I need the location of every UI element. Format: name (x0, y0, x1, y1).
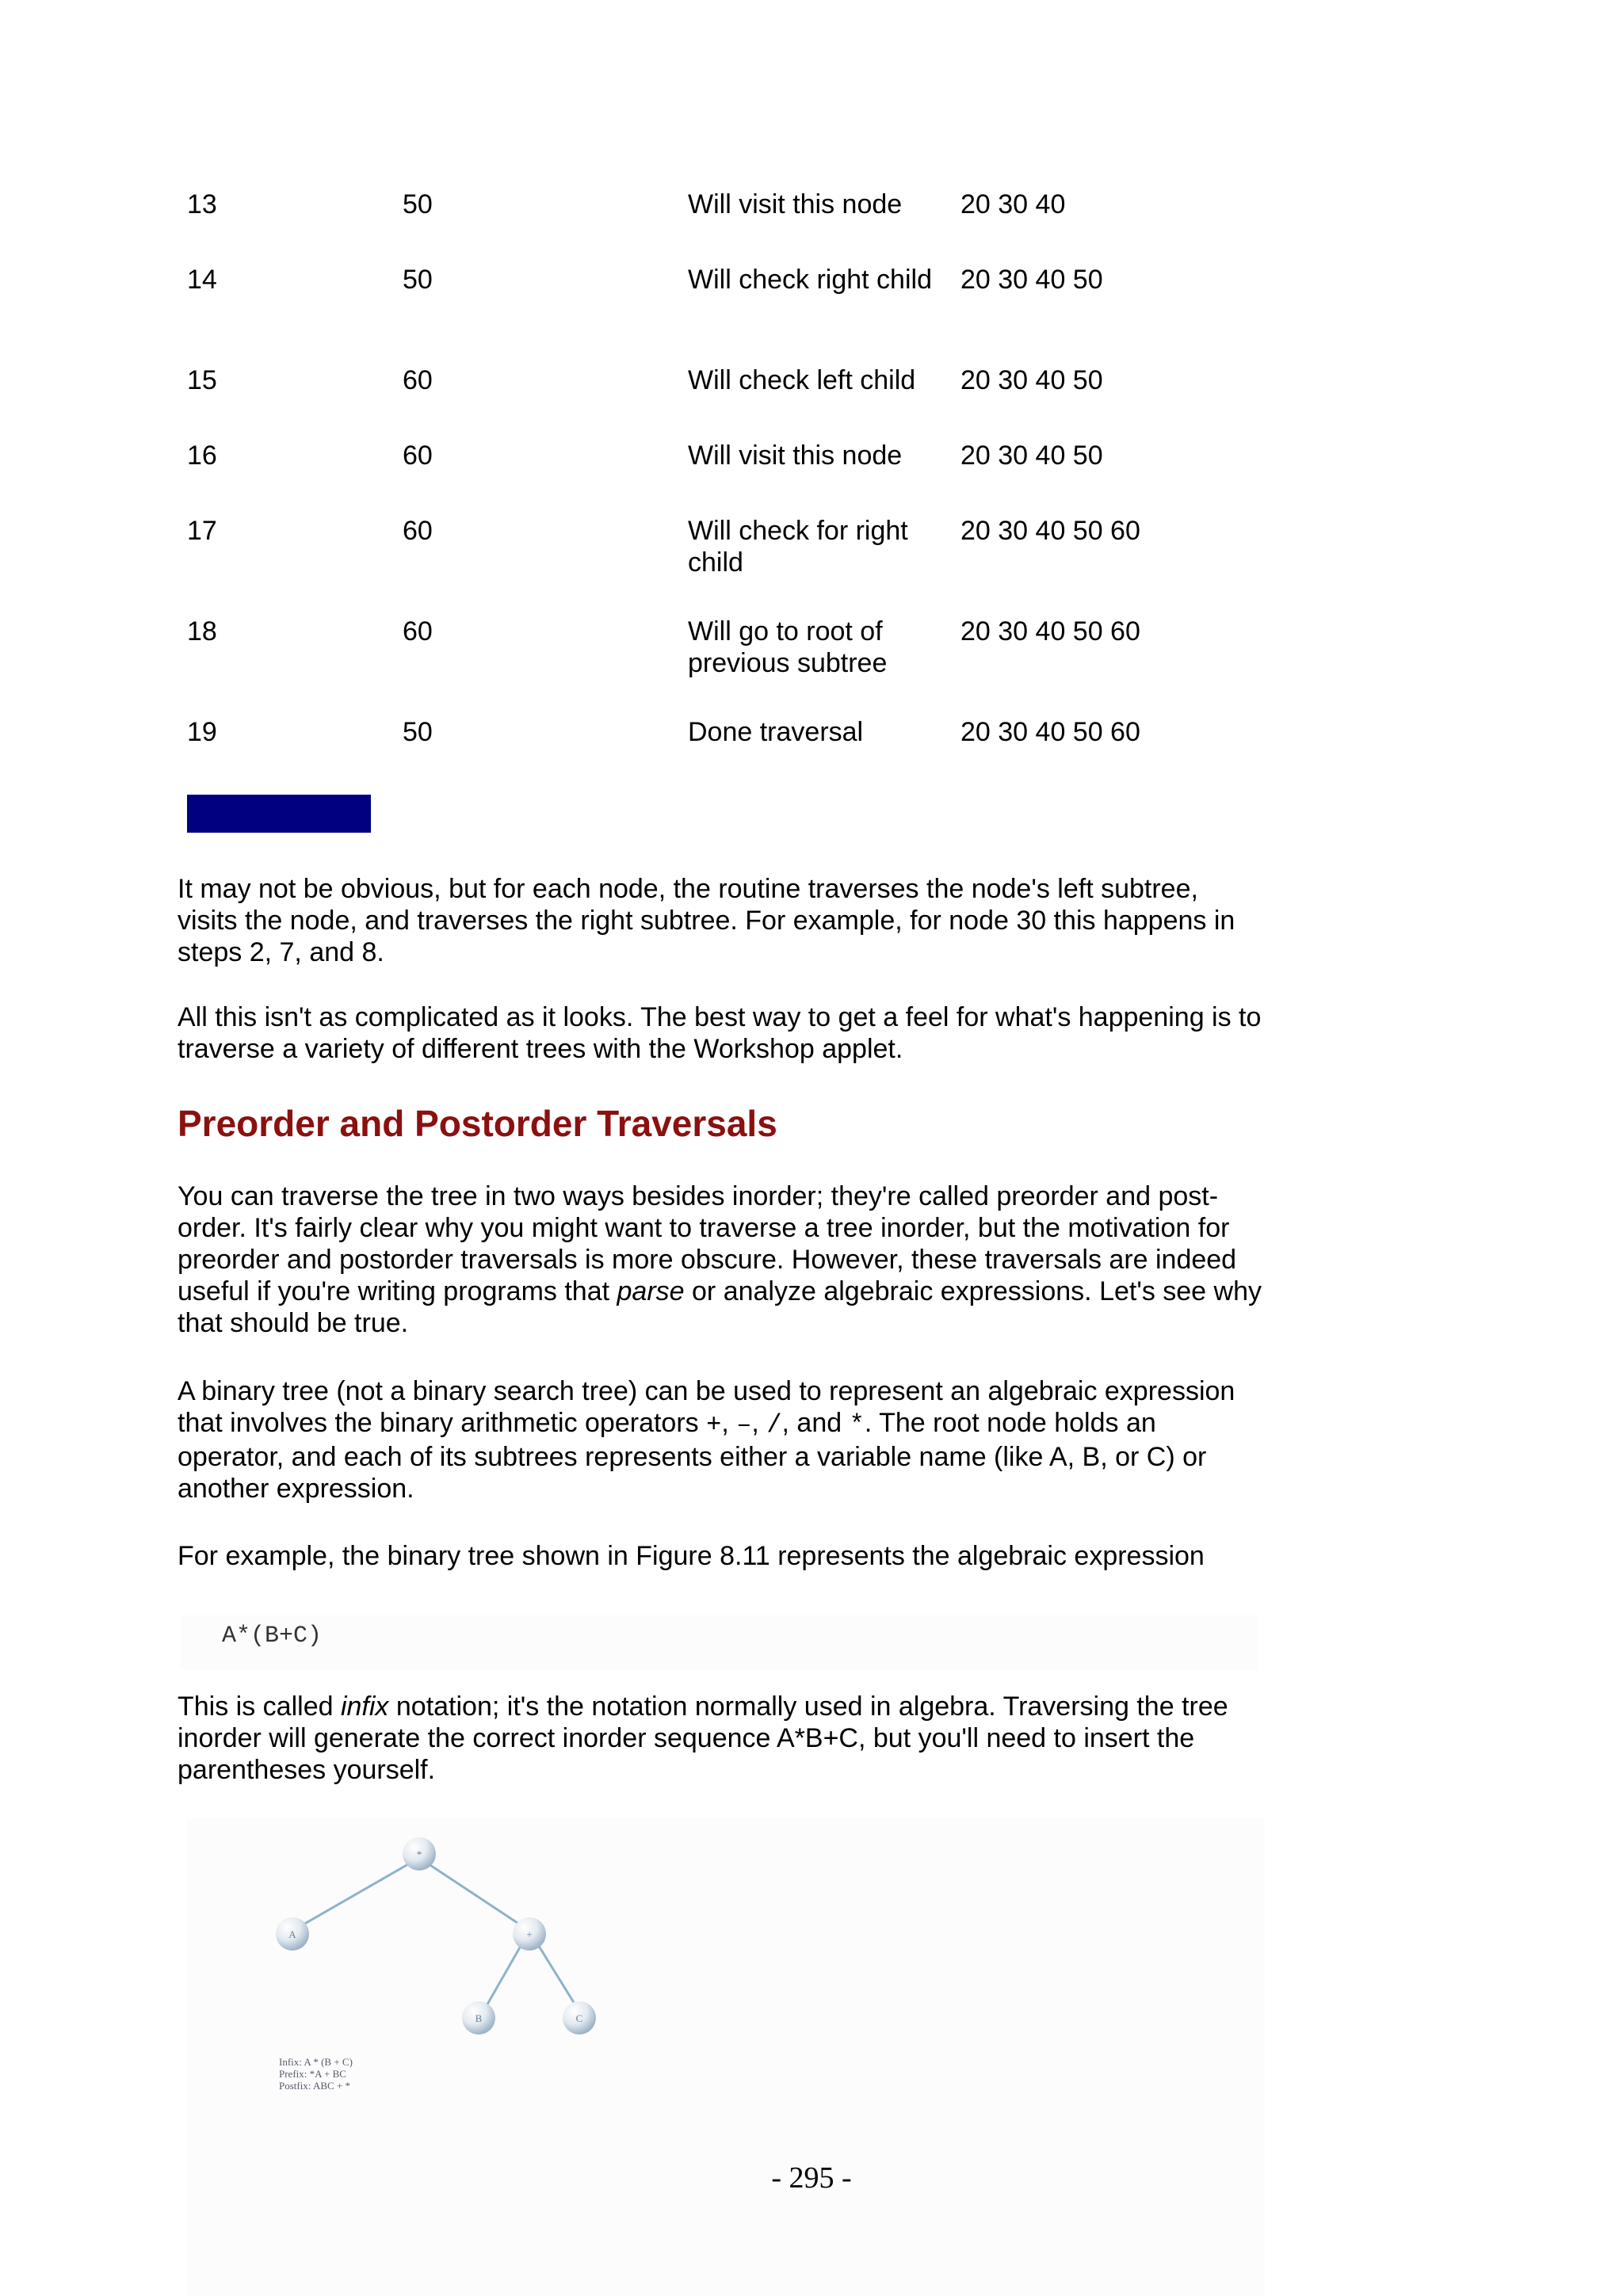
cell-visited-list: 20 30 40 50 60 (960, 616, 1140, 646)
table-row (187, 716, 1241, 791)
cell-action: Will check right child (688, 265, 932, 295)
tree-node-plus (513, 1917, 546, 1951)
cell-visited-list: 20 30 40 50 (960, 441, 1103, 471)
code-expression: A*(B+C) (222, 1623, 323, 1650)
section-heading: Preorder and Postorder Traversals (178, 1103, 777, 1144)
cell-step: 19 (187, 717, 217, 747)
cell-action: Done traversal (688, 717, 864, 747)
paragraph-workshop-hint: All this isn't as complicated as it looks. The best way to get a feel for what's happening is to traverse a variety of different trees with the Workshop applet. (178, 1002, 1262, 1064)
paragraph-infix-notation: This is called infix notation; it's the notation normally used in algebra. Traversing the tree inorder will generate the correct inorder sequence A*B+C, but you'll need to insert the parentheses yourself. (178, 1691, 1228, 1785)
cell-current-node: 60 (403, 365, 433, 395)
table-row (187, 440, 1241, 515)
svg-text:*: * (416, 1848, 422, 1860)
cell-current-node: 50 (403, 717, 433, 747)
legend-prefix: Prefix: *A + BC (279, 2068, 346, 2080)
svg-text:A: A (288, 1928, 296, 1940)
cell-visited-list: 20 30 40 50 (960, 265, 1103, 295)
operator-divide: / (766, 1410, 782, 1440)
notation-legend (279, 2056, 353, 2092)
legend-postfix: Postfix: ABC + * (279, 2080, 351, 2092)
cell-action: Will check left child (688, 365, 916, 395)
paragraph-preorder-intro: You can traverse the tree in two ways besides inorder; they're called preorder and post-order. It's fairly clear why you might want to traverse a tree inorder, but the motivation for preorder and postorder traversals is more obscure. However, these traversals are indeed useful if you're writing programs that parse or analyze algebraic expressions. Let's see why that should be true. (178, 1181, 1262, 1338)
emphasis-parse: parse (617, 1276, 685, 1306)
cell-action: Will check for right child (688, 516, 908, 578)
navigation-bar[interactable] (187, 795, 371, 833)
edge-root-plus (419, 1858, 529, 1931)
table-row (187, 189, 1241, 264)
cell-visited-list: 20 30 40 50 60 (960, 516, 1140, 546)
legend-infix: Infix: A * (B + C) (279, 2056, 353, 2068)
expression-tree-diagram (187, 1818, 663, 2103)
paragraph-traversal-explanation: It may not be obvious, but for each node, the routine traverses the node's left subtree, visits the node, and traverses the right subtree. For example, for node 30 this happens in steps 2, 7, and 8. (178, 874, 1235, 967)
paragraph-expression-tree: A binary tree (not a binary search tree) can be used to represent an algebraic expression that involves the binary arithmetic operators +, –, /, and *. The root node holds an operator, and each of its subtrees represents either a variable name (like A, B, or C) or another expression. (178, 1376, 1235, 1504)
operator-minus: – (736, 1410, 752, 1440)
cell-step: 14 (187, 265, 217, 295)
expression-tree-figure (187, 1818, 1265, 2296)
cell-current-node: 60 (403, 516, 433, 546)
tree-node-c (563, 2001, 596, 2035)
table-row (187, 616, 1241, 716)
cell-step: 16 (187, 441, 217, 471)
emphasis-infix: infix (340, 1691, 389, 1722)
cell-step: 15 (187, 365, 217, 395)
table-row (187, 515, 1241, 616)
cell-current-node: 60 (403, 441, 433, 471)
tree-node-a (276, 1917, 309, 1951)
svg-text:B: B (475, 2012, 483, 2024)
svg-text:+: + (526, 1928, 533, 1940)
traversal-trace-table (187, 189, 1241, 791)
cell-visited-list: 20 30 40 50 60 (960, 717, 1140, 747)
table-row (187, 364, 1241, 440)
cell-action: Will go to root of previous subtree (688, 616, 888, 678)
cell-current-node: 50 (403, 189, 433, 219)
table-row (187, 264, 1241, 364)
tree-node-root (403, 1837, 436, 1871)
cell-visited-list: 20 30 40 (960, 189, 1066, 219)
code-block (181, 1615, 1258, 1670)
cell-step: 13 (187, 189, 217, 219)
cell-current-node: 60 (403, 616, 433, 646)
edge-root-a (292, 1858, 419, 1931)
cell-step: 17 (187, 516, 217, 546)
cell-action: Will visit this node (688, 441, 903, 471)
cell-visited-list: 20 30 40 50 (960, 365, 1103, 395)
operator-multiply: * (849, 1410, 865, 1440)
cell-current-node: 50 (403, 265, 433, 295)
cell-step: 18 (187, 616, 217, 646)
paragraph-figure-reference: For example, the binary tree shown in Figure 8.11 represents the algebraic expression (178, 1541, 1205, 1571)
tree-node-b (462, 2001, 495, 2035)
operator-plus: + (706, 1410, 722, 1440)
page-number: - 295 - (771, 2161, 852, 2195)
svg-text:C: C (575, 2012, 583, 2024)
cell-action: Will visit this node (688, 189, 903, 219)
